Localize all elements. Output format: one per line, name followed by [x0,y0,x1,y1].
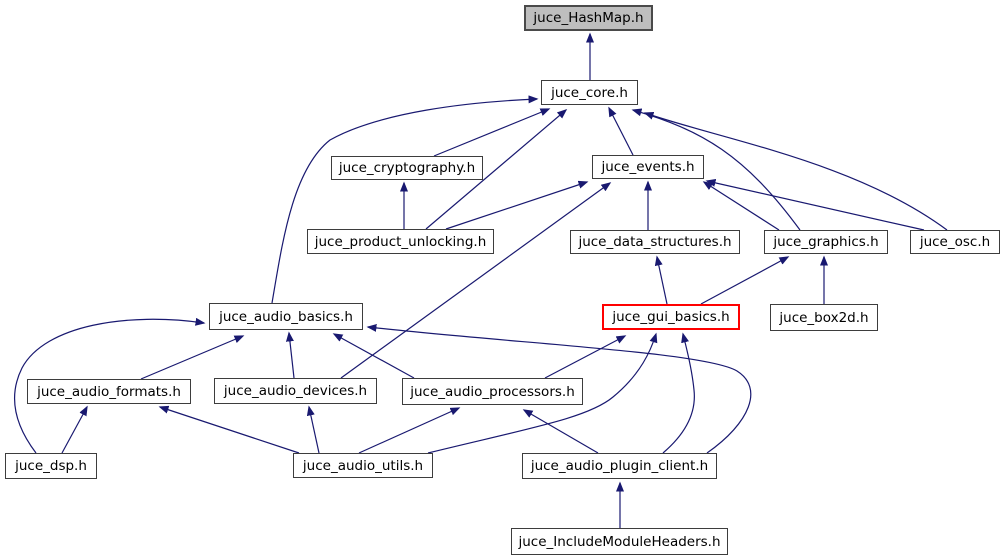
node-label-graphics: juce_graphics.h [773,234,879,250]
node-label-plugin_client: juce_audio_plugin_client.h [530,458,709,474]
node-label-audio_devices: juce_audio_devices.h [223,383,368,399]
node-osc[interactable] [910,230,1000,254]
node-product_unlocking[interactable] [307,229,494,254]
node-audio_processors[interactable] [402,378,583,405]
node-label-audio_processors: juce_audio_processors.h [410,383,575,400]
node-label-gui_basics: juce_gui_basics.h [612,309,730,325]
edge-plugin_client--audio_processors [524,410,598,453]
node-label-data_structures: juce_data_structures.h [578,234,732,250]
edge-audio_processors--audio_basics [334,334,414,378]
edge-plugin_client--gui_basics [663,334,694,453]
edge-audio_utils--audio_processors [359,408,459,453]
node-label-audio_basics: juce_audio_basics.h [219,308,353,325]
node-audio_formats[interactable] [27,379,191,404]
node-gui_basics[interactable] [602,304,740,330]
node-label-osc: juce_osc.h [919,234,991,250]
edge-dsp--audio_formats [62,407,87,453]
node-dsp[interactable] [5,453,97,479]
node-core[interactable] [541,80,638,105]
edge-audio_utils--audio_devices [309,407,319,453]
node-graphics[interactable] [764,230,888,254]
node-hashmap[interactable] [524,5,653,31]
node-label-product_unlocking: juce_product_unlocking.h [314,233,487,250]
node-label-events: juce_events.h [601,159,695,175]
node-audio_utils[interactable] [293,453,433,478]
node-plugin_client[interactable] [522,453,717,479]
node-data_structures[interactable] [570,230,740,254]
node-audio_devices[interactable] [214,378,377,404]
edge-audio_utils--audio_formats [160,407,299,453]
edge-audio_processors--gui_basics [545,336,625,378]
edge-events--core [609,108,633,155]
edge-osc--events [707,181,924,230]
node-events[interactable] [592,155,704,179]
node-label-hashmap: juce_HashMap.h [533,10,644,26]
node-label-cryptography: juce_cryptography.h [338,160,476,176]
node-label-audio_formats: juce_audio_formats.h [37,383,181,400]
edge-gui_basics--data_structures [657,257,667,304]
edge-product_unlocking--events [446,182,587,229]
node-include_headers[interactable] [511,528,728,555]
node-label-include_headers: juce_IncludeModuleHeaders.h [518,533,721,550]
edge-audio_formats--audio_basics [141,336,243,379]
node-label-audio_utils: juce_audio_utils.h [302,457,424,474]
edge-gui_basics--graphics [701,257,788,304]
edge-group [14,34,947,528]
node-cryptography[interactable] [331,156,483,180]
edge-cryptography--core [434,109,549,156]
node-label-box2d: juce_box2d.h [779,309,869,326]
node-audio_basics[interactable] [209,303,363,330]
edge-audio_devices--events [341,183,610,378]
node-label-dsp: juce_dsp.h [15,458,87,474]
node-box2d[interactable] [770,304,878,331]
edge-audio_devices--audio_basics [289,333,294,378]
node-label-core: juce_core.h [551,84,628,101]
